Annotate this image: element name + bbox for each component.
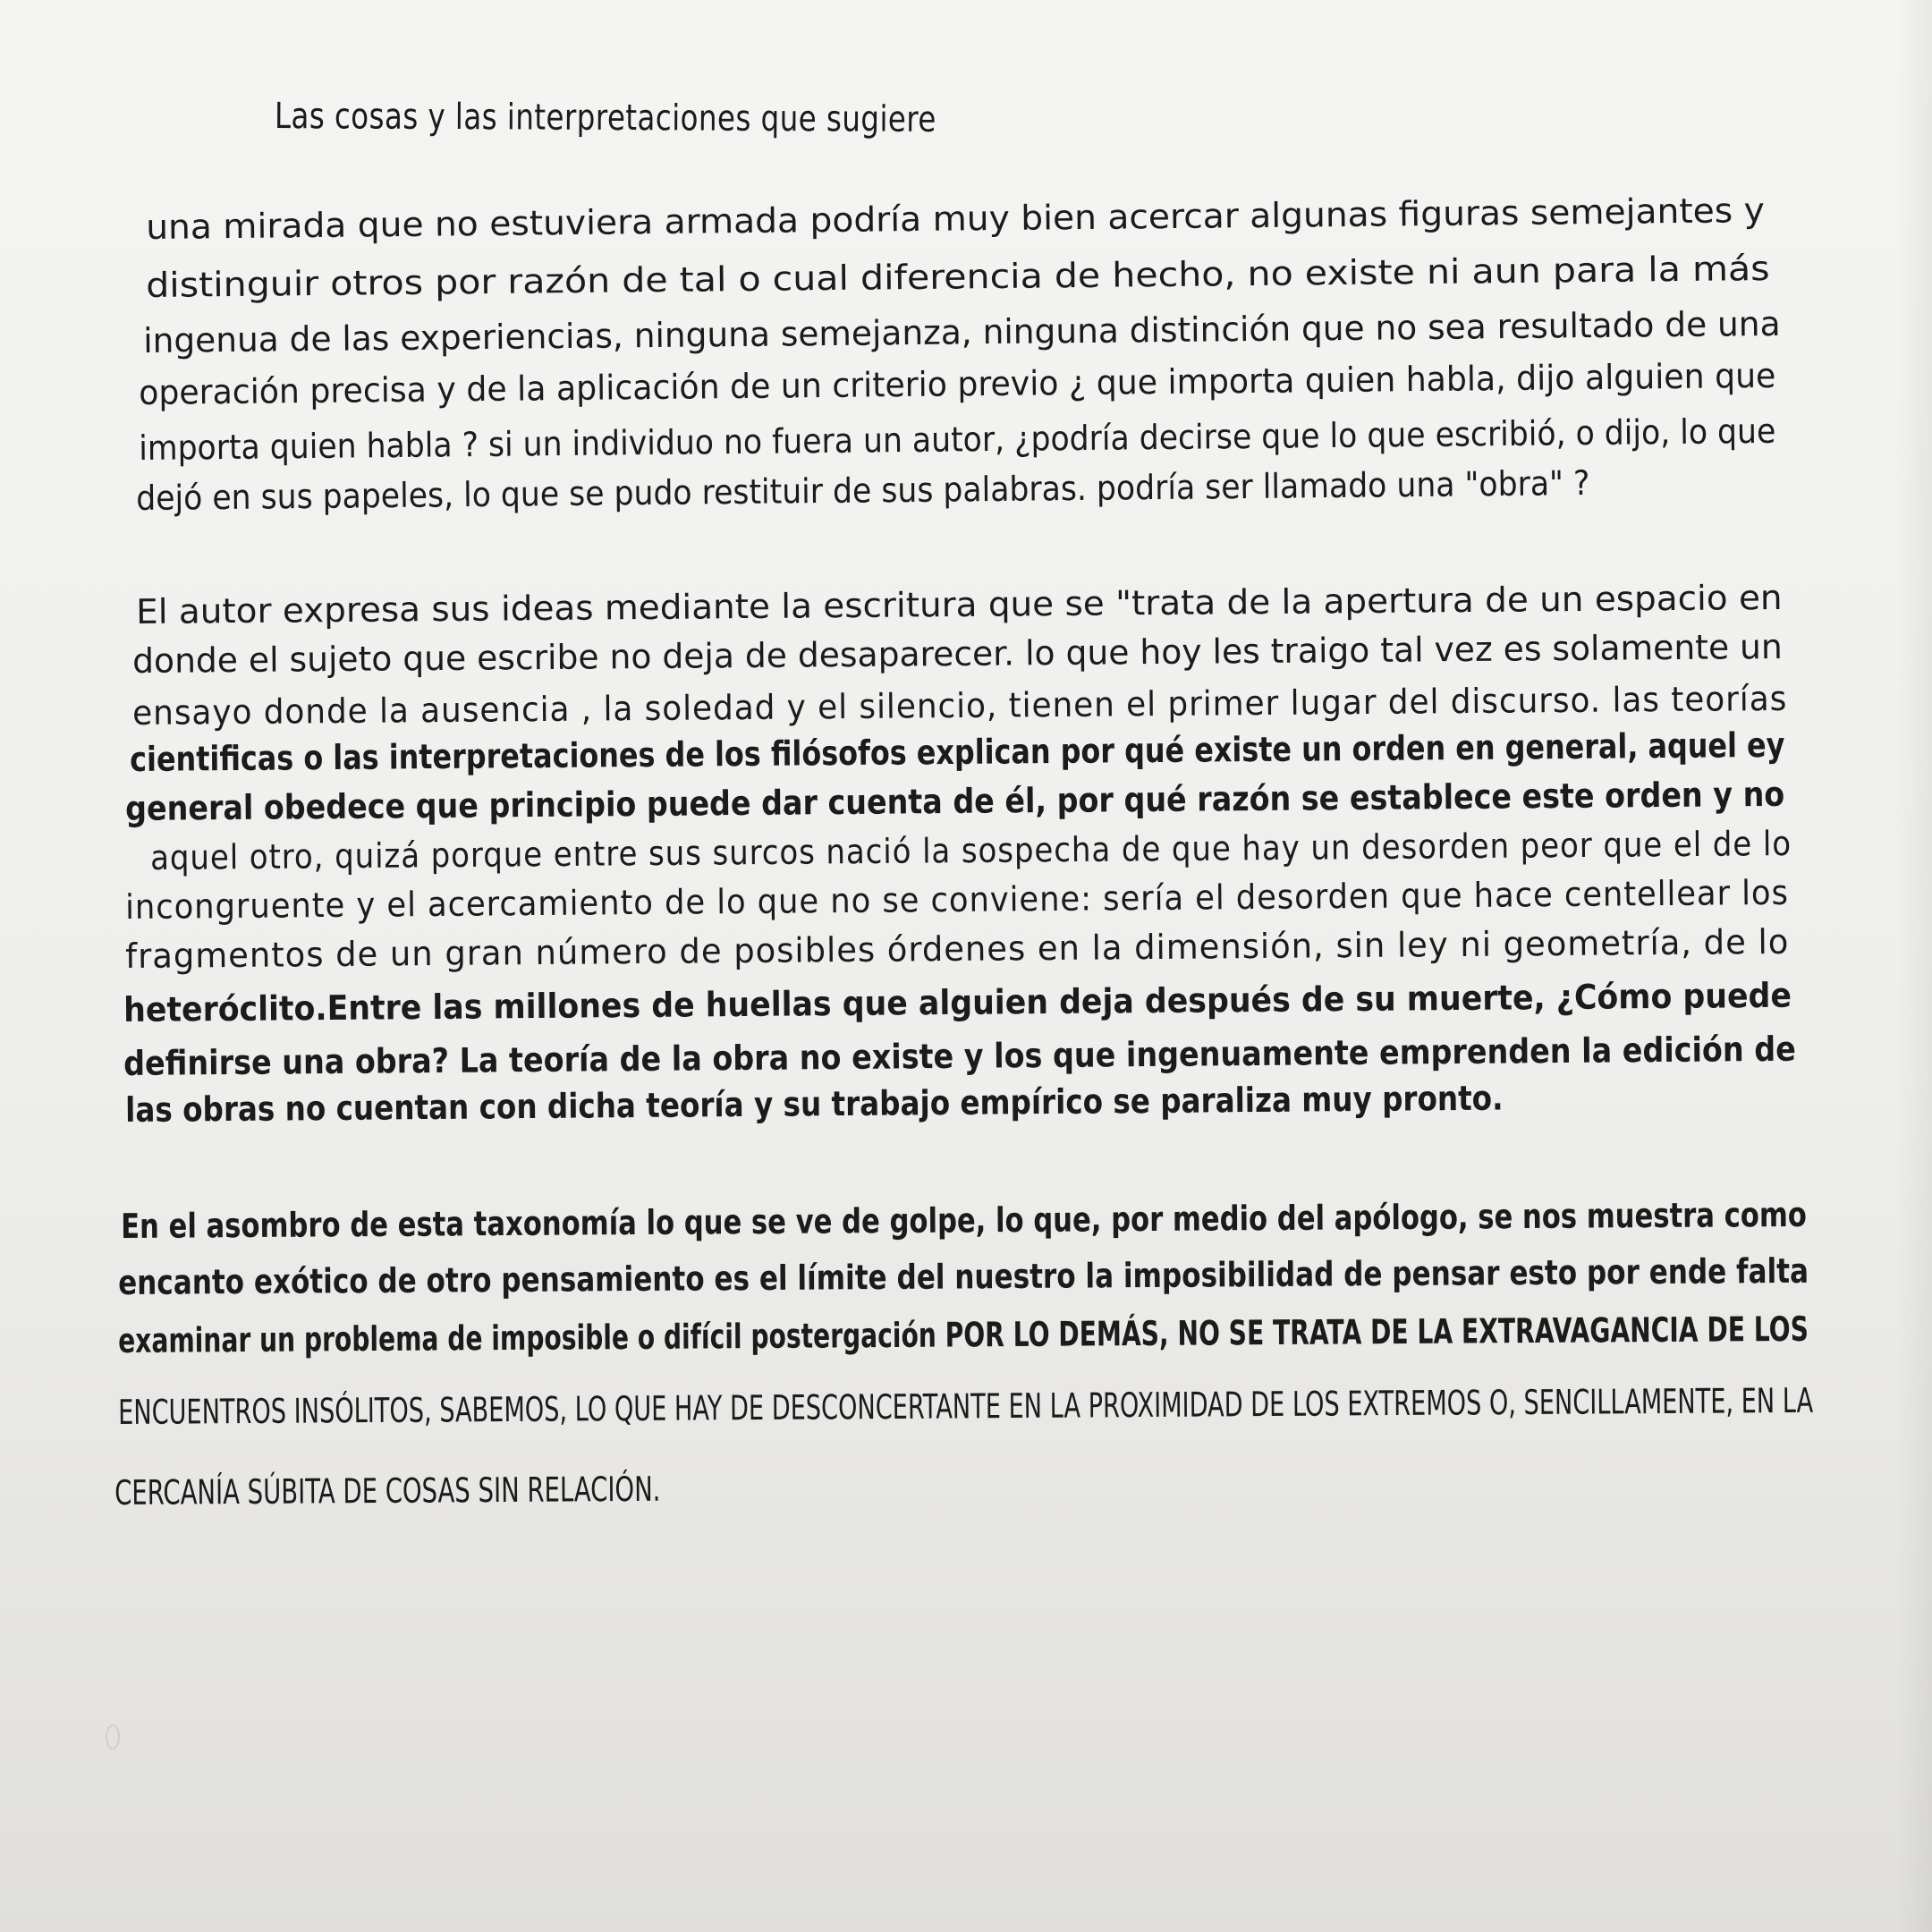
- text-line: heteróclito.Entre las millones de huellas que alguien deja después de su muerte, ¿Cómo puede: [123, 975, 1792, 1030]
- text-line: aquel otro, quizá porque entre sus surcos nació la sospecha de que hay un desorden peor que el de lo: [149, 823, 1792, 877]
- paper-mark: [106, 1724, 120, 1750]
- text-line: En el asombro de esta taxonomía lo que se ve de golpe, lo que, por medio del apólogo, se nos muestra como: [120, 1194, 1808, 1246]
- text-line: encanto exótico de otro pensamiento es el límite del nuestro la imposibilidad de pensar esto por ende falta: [117, 1250, 1809, 1302]
- text-line: las obras no cuentan con dicha teoría y su trabajo empírico se paraliza muy pronto.: [124, 1078, 1504, 1130]
- text-line: El autor expresa sus ideas mediante la escritura que se "trata de la apertura de un espacio en: [135, 577, 1783, 631]
- text-line: cientificas o las interpretaciones de los filósofos explican por qué existe un orden en general, aquel ey: [129, 724, 1785, 779]
- text-line: importa quien habla ? si un individuo no fuera un autor, ¿podría decirse que lo que escribió, o dijo, lo que: [138, 411, 1776, 468]
- text-line: donde el sujeto que escribe no deja de desaparecer. lo que hoy les traigo tal vez es solamente un: [131, 626, 1783, 681]
- text-line: distinguir otros por razón de tal o cual diferencia de hecho, no existe ni aun para la más: [145, 248, 1770, 305]
- text-line: ingenua de las experiencias, ninguna semejanza, ninguna distinción que no sea resultado de una: [142, 303, 1781, 360]
- text-line: fragmentos de un gran número de posibles órdenes en la dimensión, sin ley ni geometría, de lo: [124, 921, 1790, 976]
- text-line: CERCANÍA SÚBITA DE COSAS SIN RELACIÓN.: [114, 1469, 661, 1513]
- text-line: una mirada que no estuviera armada podría muy bien acercar algunas figuras semejantes y: [145, 191, 1766, 247]
- text-line: ensayo donde la ausencia , la soledad y el silencio, tienen el primer lugar del discurso. las teorías: [131, 678, 1788, 733]
- text-line: operación precisa y de la aplicación de un criterio previo ¿ que importa quien habla, dijo alguien que: [138, 355, 1776, 412]
- text-line: general obedece que principio puede dar cuenta de él, por qué razón se establece este orden y no: [124, 774, 1785, 828]
- text-line: examinar un problema de imposible o difícil postergación POR LO DEMÁS, NO SE TRATA DE LA EXTRAVAGANCIA DE LOS: [117, 1309, 1809, 1360]
- text-line: incongruente y el acercamiento de lo que no se conviene: sería el desorden que hace centellear los: [124, 872, 1789, 927]
- document-title: Las cosas y las interpretaciones que sugiere: [274, 96, 936, 140]
- text-line: ENCUENTROS INSÓLITOS, SABEMOS, LO QUE HAY DE DESCONCERTANTE EN LA PROXIMIDAD DE LOS EXTREMOS O, SENCILLAMENTE, EN LA: [117, 1380, 1814, 1432]
- text-line: definirse una obra? La teoría de la obra no existe y los que ingenuamente emprenden la edición de: [123, 1029, 1796, 1083]
- text-line: dejó en sus papeles, lo que se pudo restituir de sus palabras. podría ser llamado una "obra" ?: [135, 462, 1590, 518]
